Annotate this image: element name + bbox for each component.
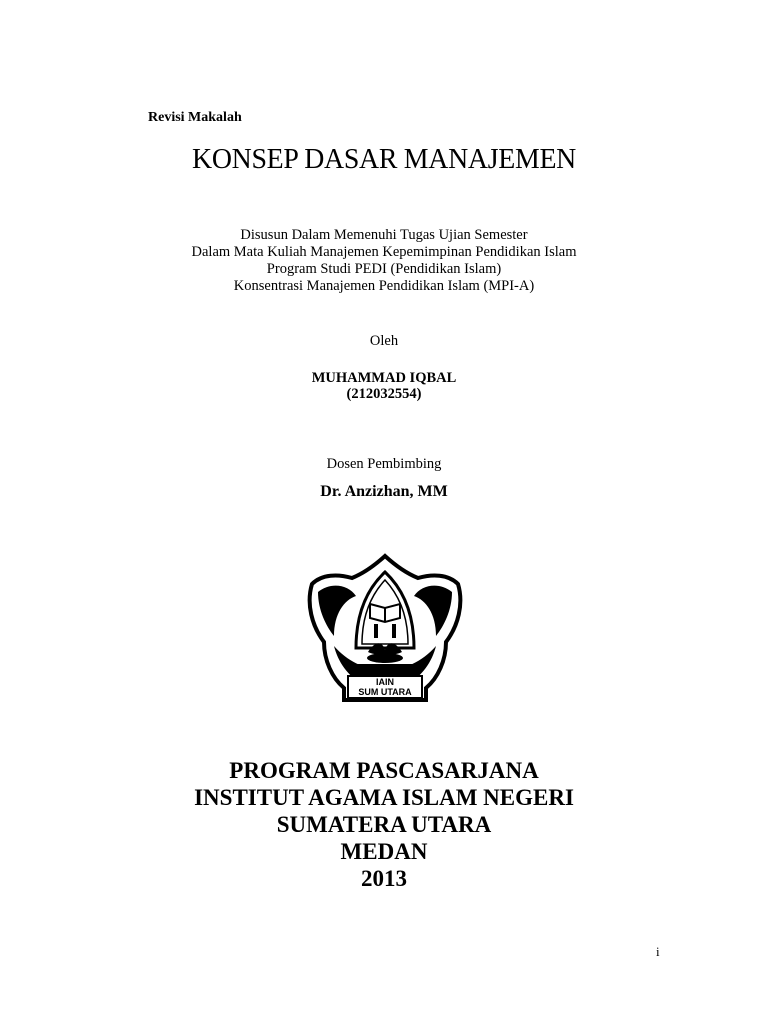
revision-label: Revisi Makalah	[148, 110, 242, 125]
purpose-line: Dalam Mata Kuliah Manajemen Kepemimpinan Pendidikan Islam	[191, 244, 577, 260]
institution-block	[0, 757, 768, 892]
document-title: KONSEP DASAR MANAJEMEN	[192, 143, 576, 175]
province-name: SUMATERA UTARA	[276, 812, 492, 837]
advisor-name: Dr. Anzizhan, MM	[320, 483, 448, 500]
purpose-line: Konsentrasi Manajemen Pendidikan Islam (MPI-A)	[233, 278, 535, 294]
year: 2013	[361, 866, 407, 891]
author-name: MUHAMMAD IQBAL	[311, 370, 457, 386]
iain-sumatera-utara-logo-icon	[304, 552, 466, 712]
city-name: MEDAN	[340, 839, 428, 864]
institute-name: INSTITUT AGAMA ISLAM NEGERI	[194, 785, 574, 810]
by-label: Oleh	[369, 333, 399, 349]
purpose-line: Program Studi PEDI (Pendidikan Islam)	[266, 261, 502, 277]
logo-text-line2: SUM UTARA	[358, 687, 412, 697]
author-id: (212032554)	[346, 386, 422, 402]
program-name: PROGRAM PASCASARJANA	[229, 758, 539, 783]
logo-text-line1: IAIN	[376, 677, 394, 687]
page-number: i	[656, 944, 660, 959]
purpose-line: Disusun Dalam Memenuhi Tugas Ujian Semester	[240, 227, 528, 243]
advisor-label: Dosen Pembimbing	[326, 456, 442, 472]
purpose-block	[0, 227, 768, 295]
